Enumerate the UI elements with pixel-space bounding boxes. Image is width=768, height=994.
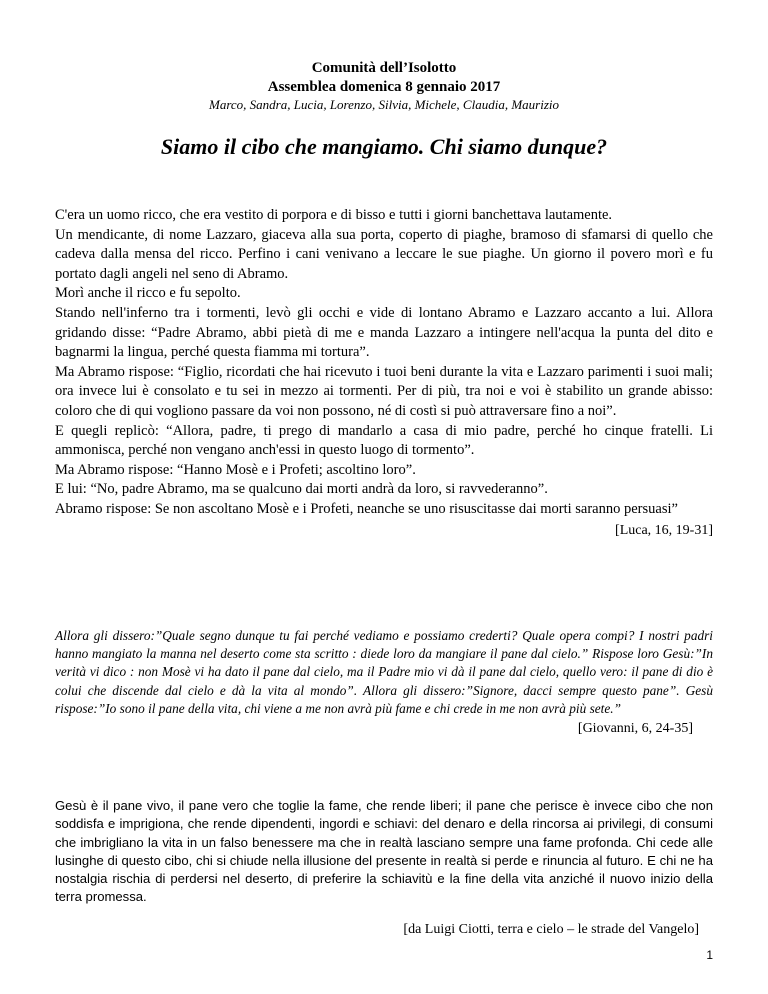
document-title: Siamo il cibo che mangiamo. Chi siamo dunque? — [160, 134, 608, 159]
luke-line: C'era un uomo ricco, che era vestito di porpora e di bisso e tutti i giorni banchettava lautamente. — [55, 207, 613, 223]
ciotti-citation: [da Luigi Ciotti, terra e cielo – le strade del Vangelo] — [403, 921, 699, 937]
luke-passage — [55, 206, 713, 540]
luke-line: Ma Abramo rispose: “Figlio, ricordati che hai ricevuto i tuoi beni durante la vita e Lazzaro parimenti i suoi mali; ora invece lui è consolato e tu sei in mezzo ai tormenti. Per di più, tra noi e voi è stabilito un grande abisso: coloro che di qui vogliono passare da voi non possono, né di costì si può attraversare fino a noi”. — [55, 363, 713, 419]
community-name: Comunità dell’Isolotto — [311, 60, 457, 76]
page-number: 1 — [706, 948, 713, 962]
ciotti-text: Gesù è il pane vivo, il pane vero che toglie la fame, che rende liberi; il pane che perisce è invece cibo che non soddisfa e imprigiona, che rende dipendenti, ingordi e schiavi: del denaro e della rincorsa ai privilegi, di consumi che imbrigliano la vita in un falso benessere ma che in realtà lasciano sempre una fame profonda. Chi cede alle lusinghe di questo cibo, chi si chiude nella illusione del presente in realtà si perde e rinuncia al futuro. E chi ne ha nostalgia rischia di perdersi nel deserto, di preferire la schiavitù e la fine della vita anziché il nuovo inizio della terra promessa. — [55, 798, 713, 905]
luke-line: Abramo rispose: Se non ascoltano Mosè e i Profeti, neanche se uno risuscitasse dai morti saranno persuasi” — [55, 500, 678, 517]
luke-citation: [Luca, 16, 19-31] — [615, 522, 713, 538]
luke-line: Ma Abramo rispose: “Hanno Mosè e i Profeti; ascoltino loro”. — [55, 461, 416, 478]
john-text: Allora gli dissero:”Quale segno dunque tu fai perché vediamo e possiamo crederti? Quale opera compi? I nostri padri hanno mangiato la manna nel deserto come sta scritto : diede loro da mangiare il pane dal cielo.” Rispose loro Gesù:”In verità vi dico : non Mosè vi ha dato il pane dal cielo, ma il Padre mio vi dà il pane dal cielo, quello vero: il pane di dio è colui che discende dal cielo e dà la vita al mondo”. Allora gli dissero:”Signore, dacci sempre questo pane”. Gesù rispose:”Io sono il pane della vita, chi viene a me non avrà più fame e chi crede in me non avrà più sete.” — [55, 628, 713, 716]
luke-line: E quegli replicò: “Allora, padre, ti prego di mandarlo a casa di mio padre, perché ho cinque fratelli. Li ammonisca, perché non vengano anch'essi in questo luogo di tormento”. — [55, 422, 713, 459]
luke-line: E lui: “No, padre Abramo, ma se qualcuno dai morti andrà da loro, si ravvederanno”. — [55, 481, 548, 498]
authors-list: Marco, Sandra, Lucia, Lorenzo, Silvia, Michele, Claudia, Maurizio — [208, 97, 560, 112]
ciotti-passage — [55, 797, 713, 939]
john-citation: [Giovanni, 6, 24-35] — [577, 721, 693, 737]
luke-line: Un mendicante, di nome Lazzaro, giaceva alla sua porta, coperto di piaghe, bramoso di sfamarsi di quello che cadeva dalla mensa del ricco. Perfino i cani venivano a leccare le sue piaghe. Un giorno il povero morì e fu portato dagli angeli nel seno di Abramo. — [55, 226, 713, 282]
luke-line: Stando nell'inferno tra i tormenti, levò gli occhi e vide di lontano Abramo e Lazzaro accanto a lui. Allora gridando disse: “Padre Abramo, abbi pietà di me e manda Lazzaro a intingere nell'acqua la punta del dito e bagnarmi la lingua, perché questa fiamma mi tortura”. — [55, 304, 713, 361]
assembly-date: Assemblea domenica 8 gennaio 2017 — [267, 79, 501, 95]
luke-line: Morì anche il ricco e fu sepolto. — [55, 285, 241, 302]
john-passage — [55, 627, 713, 738]
